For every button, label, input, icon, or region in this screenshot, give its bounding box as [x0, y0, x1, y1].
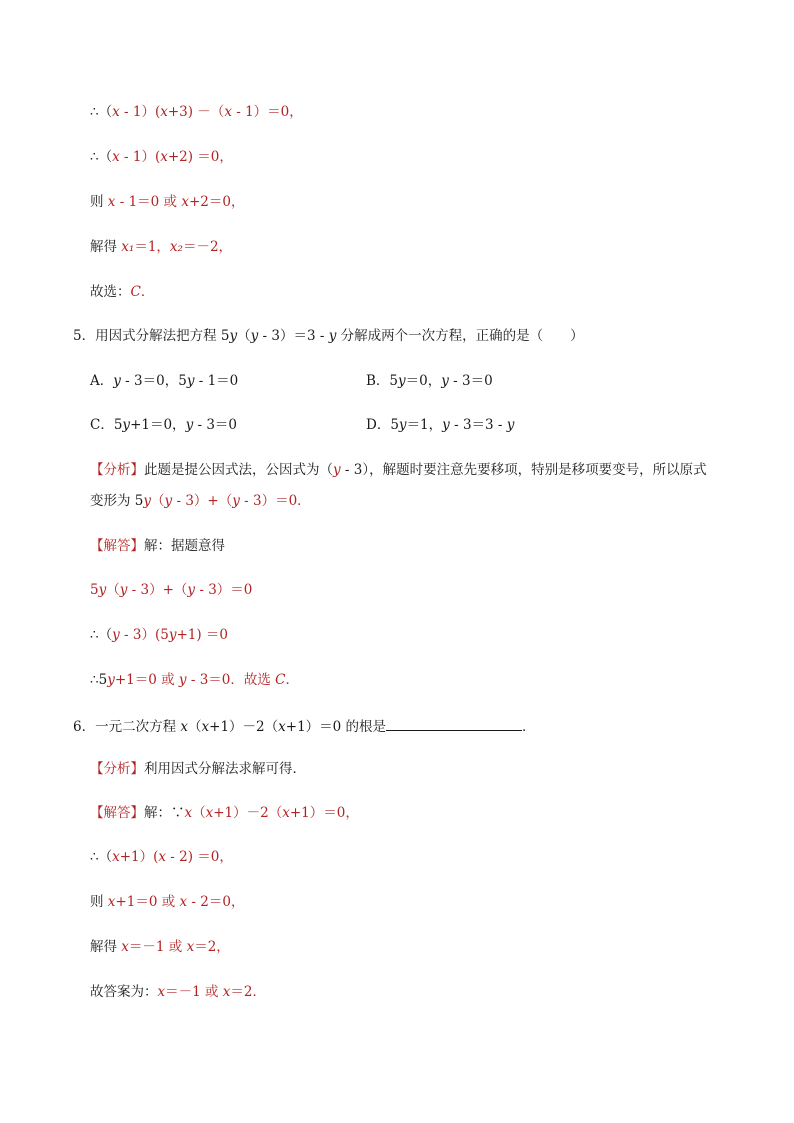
text-segment: - 1＝0 或: [115, 194, 182, 210]
text-segment: ＝－2，: [182, 239, 233, 255]
text-segment: y: [178, 672, 187, 688]
answer-blank: [386, 716, 522, 731]
text-segment: x: [160, 149, 168, 165]
text-segment: y: [164, 493, 173, 509]
option-a-var: y: [113, 373, 121, 389]
text-line: [90, 938, 230, 956]
text-segment: 【分析】: [90, 462, 144, 478]
text-segment: C: [130, 284, 141, 300]
option-d-var: y: [398, 417, 407, 433]
text-line: [90, 804, 359, 822]
text-line: [90, 893, 244, 911]
text-segment: 解：∵: [144, 805, 185, 821]
text-segment: 【分析】: [90, 761, 144, 777]
option-d-label: D．5: [366, 417, 399, 433]
text-segment: 解得: [90, 239, 122, 255]
text-segment: y: [98, 582, 107, 598]
text-line: [90, 193, 244, 211]
text-segment: y: [187, 582, 196, 598]
text-segment: y: [250, 328, 259, 344]
text-line: [90, 848, 233, 866]
option-b: [366, 372, 493, 390]
text-segment: y: [119, 582, 128, 598]
text-line: [73, 327, 584, 345]
text-segment: ∴（: [90, 149, 113, 165]
text-segment: ∴（: [90, 627, 113, 643]
text-segment: - 1）＝0，: [231, 104, 303, 120]
text-segment: 利用因式分解法求解可得．: [144, 761, 306, 777]
text-line: [90, 760, 306, 778]
text-segment: C．5: [90, 417, 123, 433]
option-a-text: - 3＝0，5: [120, 373, 187, 389]
text-segment: y: [168, 627, 177, 643]
text-segment: x: [158, 849, 167, 865]
text-segment: （: [151, 493, 165, 509]
text-segment: 变形为 5: [90, 493, 144, 509]
text-segment: - 2) ＝0，: [166, 849, 233, 865]
text-segment: ＝－1 或: [128, 939, 187, 955]
text-line: [90, 283, 154, 301]
text-segment: C: [275, 672, 286, 688]
text-segment: +1）＝0，: [289, 805, 359, 821]
text-line: [90, 537, 225, 555]
text-segment: ．: [140, 284, 155, 300]
text-line: [90, 581, 252, 599]
text-segment: - 3）+（: [172, 493, 233, 509]
option-b-text: ＝0，: [405, 373, 442, 389]
text-segment: x: [112, 849, 120, 865]
text-segment: - 1）(: [119, 104, 161, 120]
text-segment: ∴5: [90, 672, 108, 688]
text-line: [90, 461, 707, 479]
text-line: [90, 148, 233, 166]
text-segment: x: [157, 984, 166, 1000]
text-segment: x₂: [169, 239, 183, 255]
text-segment: （: [192, 805, 206, 821]
text-segment: y: [107, 672, 115, 688]
text-segment: - 1）(: [119, 149, 161, 165]
option-d: [366, 416, 514, 434]
text-segment: ．: [285, 672, 300, 688]
text-segment: 【解答】: [90, 805, 144, 821]
text-segment: +2＝0，: [188, 194, 245, 210]
text-segment: 【解答】: [90, 538, 144, 554]
option-b-var: y: [441, 373, 449, 389]
text-line: [90, 416, 237, 434]
text-segment: ＝1，: [134, 239, 170, 255]
text-segment: y: [229, 328, 238, 344]
text-segment: x: [160, 104, 168, 120]
question-6-var: x: [180, 719, 189, 735]
text-segment: ＝2．: [230, 984, 267, 1000]
question-6: [73, 716, 536, 736]
text-segment: 故答案为：: [90, 984, 158, 1000]
text-segment: ＝2，: [194, 939, 230, 955]
text-segment: y: [122, 417, 131, 433]
text-segment: 故选：: [90, 284, 131, 300]
question-6-text: +1）＝0 的根是: [285, 719, 387, 735]
text-segment: +2) ＝0，: [167, 149, 233, 165]
text-segment: x: [112, 149, 120, 165]
option-a-var: y: [186, 373, 195, 389]
text-segment: x: [222, 984, 231, 1000]
text-line: [90, 983, 266, 1001]
text-segment: +1＝0 或: [114, 672, 179, 688]
text-segment: 解：据题意得: [144, 538, 225, 554]
option-d-text: ＝1，: [406, 417, 443, 433]
option-b-label: B．5: [366, 373, 399, 389]
text-segment: y: [185, 417, 194, 433]
text-segment: x: [181, 194, 189, 210]
text-segment: 5: [90, 582, 99, 598]
text-segment: - 3）＝0．: [239, 493, 311, 509]
text-segment: +1＝0，: [130, 417, 186, 433]
text-segment: 此题是提公因式法，公因式为（: [144, 462, 333, 478]
option-a-text: - 1＝0: [194, 373, 239, 389]
text-segment: +1＝0 或: [115, 894, 180, 910]
question-6-text: ．: [522, 719, 536, 735]
text-segment: - 3）＝0: [195, 582, 253, 598]
question-6-var: x: [278, 719, 286, 735]
text-segment: y: [232, 493, 240, 509]
text-segment: x: [179, 894, 188, 910]
text-line: [90, 492, 311, 510]
text-segment: - 3），解题时要注意先要移项，特别是移项要变号，所以原式: [340, 462, 707, 478]
text-segment: 则: [90, 894, 108, 910]
text-segment: x: [107, 894, 116, 910]
option-d-text: - 3＝3 -: [449, 417, 507, 433]
option-d-var: y: [442, 417, 450, 433]
text-segment: x: [121, 939, 129, 955]
text-segment: ∴（: [90, 104, 113, 120]
text-segment: x: [184, 805, 193, 821]
option-b-var: y: [398, 373, 406, 389]
text-segment: x: [224, 104, 232, 120]
text-segment: +1）－2（: [213, 805, 283, 821]
text-segment: ＝－1 或: [165, 984, 223, 1000]
question-6-text: （: [188, 719, 202, 735]
text-segment: x: [205, 805, 214, 821]
text-segment: x: [282, 805, 290, 821]
text-segment: - 3）(5: [119, 627, 169, 643]
question-6-text: 6．一元二次方程: [73, 719, 181, 735]
text-line: [90, 103, 303, 121]
text-segment: +1）(: [119, 849, 159, 865]
text-segment: - 3＝0: [193, 417, 238, 433]
text-segment: y: [328, 328, 337, 344]
text-segment: y: [143, 493, 152, 509]
text-line: [90, 238, 232, 256]
option-b-text: - 3＝0: [448, 373, 493, 389]
text-segment: ∴（: [90, 849, 113, 865]
text-segment: 分解成两个一次方程，正确的是（ ）: [336, 328, 584, 344]
text-segment: +3) －（: [167, 104, 225, 120]
text-line: [90, 671, 299, 689]
option-a-label: A．: [90, 373, 114, 389]
text-segment: x: [186, 939, 195, 955]
text-segment: - 2＝0，: [187, 894, 245, 910]
text-segment: x₁: [121, 239, 135, 255]
option-a: [90, 372, 238, 390]
text-segment: （: [106, 582, 120, 598]
text-segment: y: [333, 462, 341, 478]
text-line: [90, 626, 228, 644]
text-segment: y: [112, 627, 120, 643]
text-segment: x: [107, 194, 116, 210]
option-d-var: y: [506, 417, 515, 433]
text-segment: 5．用因式分解法把方程 5: [73, 328, 230, 344]
text-segment: x: [112, 104, 120, 120]
text-segment: - 3＝0．故选: [186, 672, 276, 688]
text-segment: +1) ＝0: [176, 627, 229, 643]
text-segment: 解得: [90, 939, 122, 955]
question-6-var: x: [201, 719, 210, 735]
question-6-text: +1）－2（: [209, 719, 279, 735]
text-segment: - 3）+（: [127, 582, 188, 598]
text-segment: - 3）＝3 -: [258, 328, 329, 344]
text-segment: 则: [90, 194, 108, 210]
text-segment: （: [237, 328, 251, 344]
